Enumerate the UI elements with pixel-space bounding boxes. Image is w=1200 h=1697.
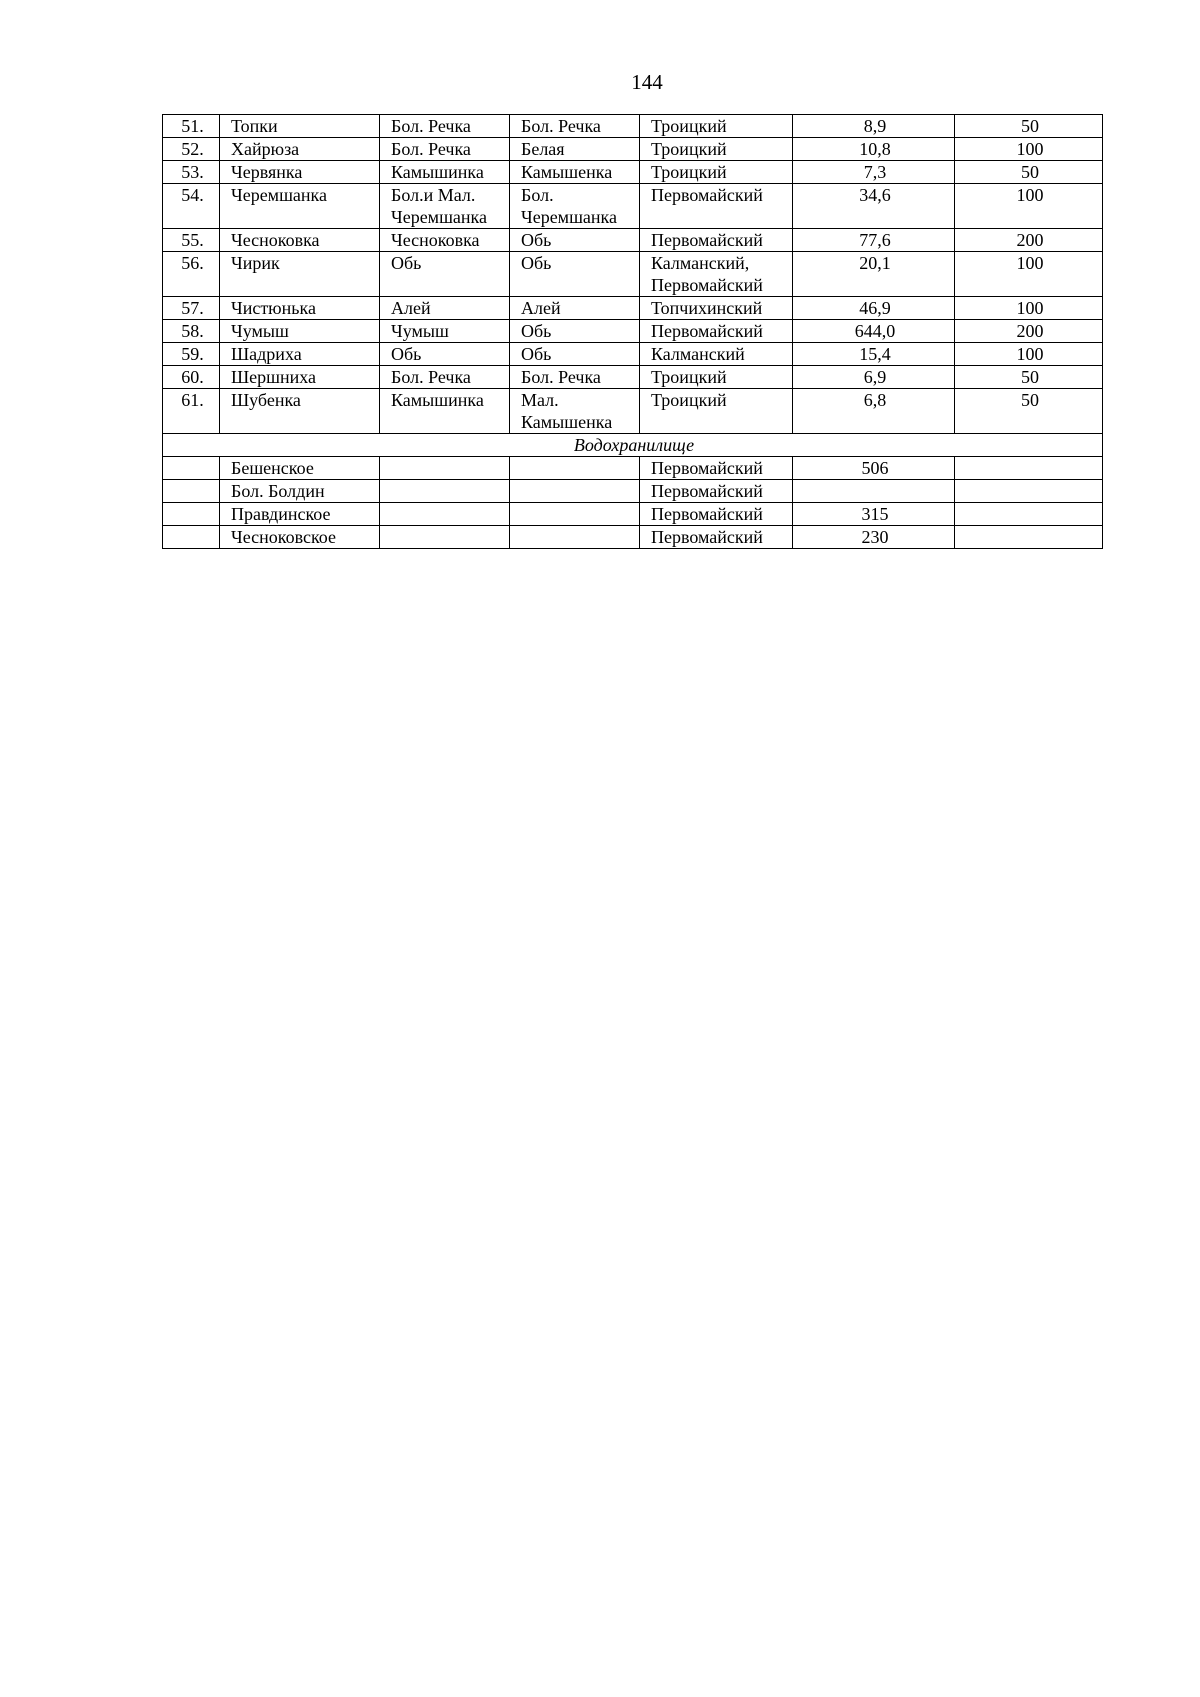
row-number: 60. <box>163 366 220 389</box>
river-name: Чесноковка <box>220 229 380 252</box>
row-number: 51. <box>163 115 220 138</box>
row-number: 58. <box>163 320 220 343</box>
basin <box>510 184 640 229</box>
basin-line: Мал. <box>521 390 559 410</box>
row-number: 55. <box>163 229 220 252</box>
empty-cell <box>955 457 1103 480</box>
table-row <box>163 526 1103 549</box>
district-line: Калманский, <box>651 253 750 273</box>
district: Первомайский <box>640 229 793 252</box>
district <box>640 252 793 297</box>
district: Троицкий <box>640 366 793 389</box>
basin-line: Камышенка <box>521 412 613 432</box>
tributary: Камышинка <box>380 161 510 184</box>
district: Троицкий <box>640 389 793 434</box>
reservoir-value <box>793 480 955 503</box>
table-row <box>163 161 1103 184</box>
reservoir-value: 315 <box>793 503 955 526</box>
protection-zone: 100 <box>955 297 1103 320</box>
table-row <box>163 480 1103 503</box>
table-row <box>163 184 1103 229</box>
river-name: Черемшанка <box>220 184 380 229</box>
empty-cell <box>955 526 1103 549</box>
row-number: 56. <box>163 252 220 297</box>
district: Первомайский <box>640 320 793 343</box>
table-row <box>163 297 1103 320</box>
river-name: Шубенка <box>220 389 380 434</box>
empty-cell <box>163 526 220 549</box>
table-row <box>163 115 1103 138</box>
row-number: 52. <box>163 138 220 161</box>
section-title: Водохранилище <box>163 434 1103 457</box>
basin: Алей <box>510 297 640 320</box>
row-number: 54. <box>163 184 220 229</box>
protection-zone: 200 <box>955 229 1103 252</box>
empty-cell <box>955 480 1103 503</box>
tributary-line: Черемшанка <box>391 207 488 227</box>
basin: Белая <box>510 138 640 161</box>
length: 6,9 <box>793 366 955 389</box>
tributary: Бол. Речка <box>380 366 510 389</box>
reservoir-name: Чесноковское <box>220 526 380 549</box>
protection-zone: 100 <box>955 138 1103 161</box>
protection-zone: 100 <box>955 184 1103 229</box>
basin <box>510 389 640 434</box>
protection-zone: 100 <box>955 252 1103 297</box>
empty-cell <box>510 503 640 526</box>
length: 644,0 <box>793 320 955 343</box>
reservoir-value: 230 <box>793 526 955 549</box>
empty-cell <box>380 503 510 526</box>
district: Троицкий <box>640 115 793 138</box>
length: 7,3 <box>793 161 955 184</box>
rivers-table <box>162 114 1103 549</box>
basin: Бол. Речка <box>510 115 640 138</box>
tributary: Камышинка <box>380 389 510 434</box>
river-name: Шадриха <box>220 343 380 366</box>
table-row <box>163 252 1103 297</box>
table-row <box>163 457 1103 480</box>
empty-cell <box>163 457 220 480</box>
length: 6,8 <box>793 389 955 434</box>
empty-cell <box>510 526 640 549</box>
river-name: Чирик <box>220 252 380 297</box>
row-number: 53. <box>163 161 220 184</box>
tributary: Чумыш <box>380 320 510 343</box>
table-row <box>163 343 1103 366</box>
tributary: Обь <box>380 252 510 297</box>
district: Калманский <box>640 343 793 366</box>
basin: Обь <box>510 229 640 252</box>
tributary: Бол. Речка <box>380 138 510 161</box>
length: 20,1 <box>793 252 955 297</box>
table-row <box>163 503 1103 526</box>
length: 46,9 <box>793 297 955 320</box>
section-header-row <box>163 434 1103 457</box>
river-name: Топки <box>220 115 380 138</box>
basin-line: Черемшанка <box>521 207 618 227</box>
river-name: Чистюнька <box>220 297 380 320</box>
tributary-line: Бол.и Мал. <box>391 185 476 205</box>
reservoir-value: 506 <box>793 457 955 480</box>
protection-zone: 50 <box>955 389 1103 434</box>
basin: Бол. Речка <box>510 366 640 389</box>
empty-cell <box>163 480 220 503</box>
basin: Обь <box>510 343 640 366</box>
district-line: Первомайский <box>651 275 763 295</box>
district: Первомайский <box>640 503 793 526</box>
district: Топчихинский <box>640 297 793 320</box>
table-row <box>163 389 1103 434</box>
river-name: Хайрюза <box>220 138 380 161</box>
length: 77,6 <box>793 229 955 252</box>
empty-cell <box>955 503 1103 526</box>
length: 34,6 <box>793 184 955 229</box>
row-number: 59. <box>163 343 220 366</box>
district: Троицкий <box>640 161 793 184</box>
reservoir-name: Правдинское <box>220 503 380 526</box>
empty-cell <box>380 457 510 480</box>
district: Троицкий <box>640 138 793 161</box>
empty-cell <box>163 503 220 526</box>
tributary: Чесноковка <box>380 229 510 252</box>
basin: Камышенка <box>510 161 640 184</box>
tributary: Бол. Речка <box>380 115 510 138</box>
length: 8,9 <box>793 115 955 138</box>
protection-zone: 50 <box>955 161 1103 184</box>
basin: Обь <box>510 320 640 343</box>
row-number: 57. <box>163 297 220 320</box>
length: 10,8 <box>793 138 955 161</box>
basin-line: Бол. <box>521 185 554 205</box>
row-number: 61. <box>163 389 220 434</box>
empty-cell <box>380 526 510 549</box>
empty-cell <box>510 457 640 480</box>
protection-zone: 100 <box>955 343 1103 366</box>
basin: Обь <box>510 252 640 297</box>
protection-zone: 50 <box>955 115 1103 138</box>
reservoir-name: Бол. Болдин <box>220 480 380 503</box>
table-row <box>163 229 1103 252</box>
page-number: 144 <box>631 70 663 94</box>
river-name: Чумыш <box>220 320 380 343</box>
district: Первомайский <box>640 526 793 549</box>
table-row <box>163 366 1103 389</box>
empty-cell <box>380 480 510 503</box>
empty-cell <box>510 480 640 503</box>
table-row <box>163 138 1103 161</box>
tributary: Обь <box>380 343 510 366</box>
district: Первомайский <box>640 480 793 503</box>
tributary <box>380 184 510 229</box>
reservoir-name: Бешенское <box>220 457 380 480</box>
length: 15,4 <box>793 343 955 366</box>
river-name: Шершниха <box>220 366 380 389</box>
river-name: Червянка <box>220 161 380 184</box>
table-row <box>163 320 1103 343</box>
tributary: Алей <box>380 297 510 320</box>
district: Первомайский <box>640 457 793 480</box>
protection-zone: 200 <box>955 320 1103 343</box>
district: Первомайский <box>640 184 793 229</box>
protection-zone: 50 <box>955 366 1103 389</box>
